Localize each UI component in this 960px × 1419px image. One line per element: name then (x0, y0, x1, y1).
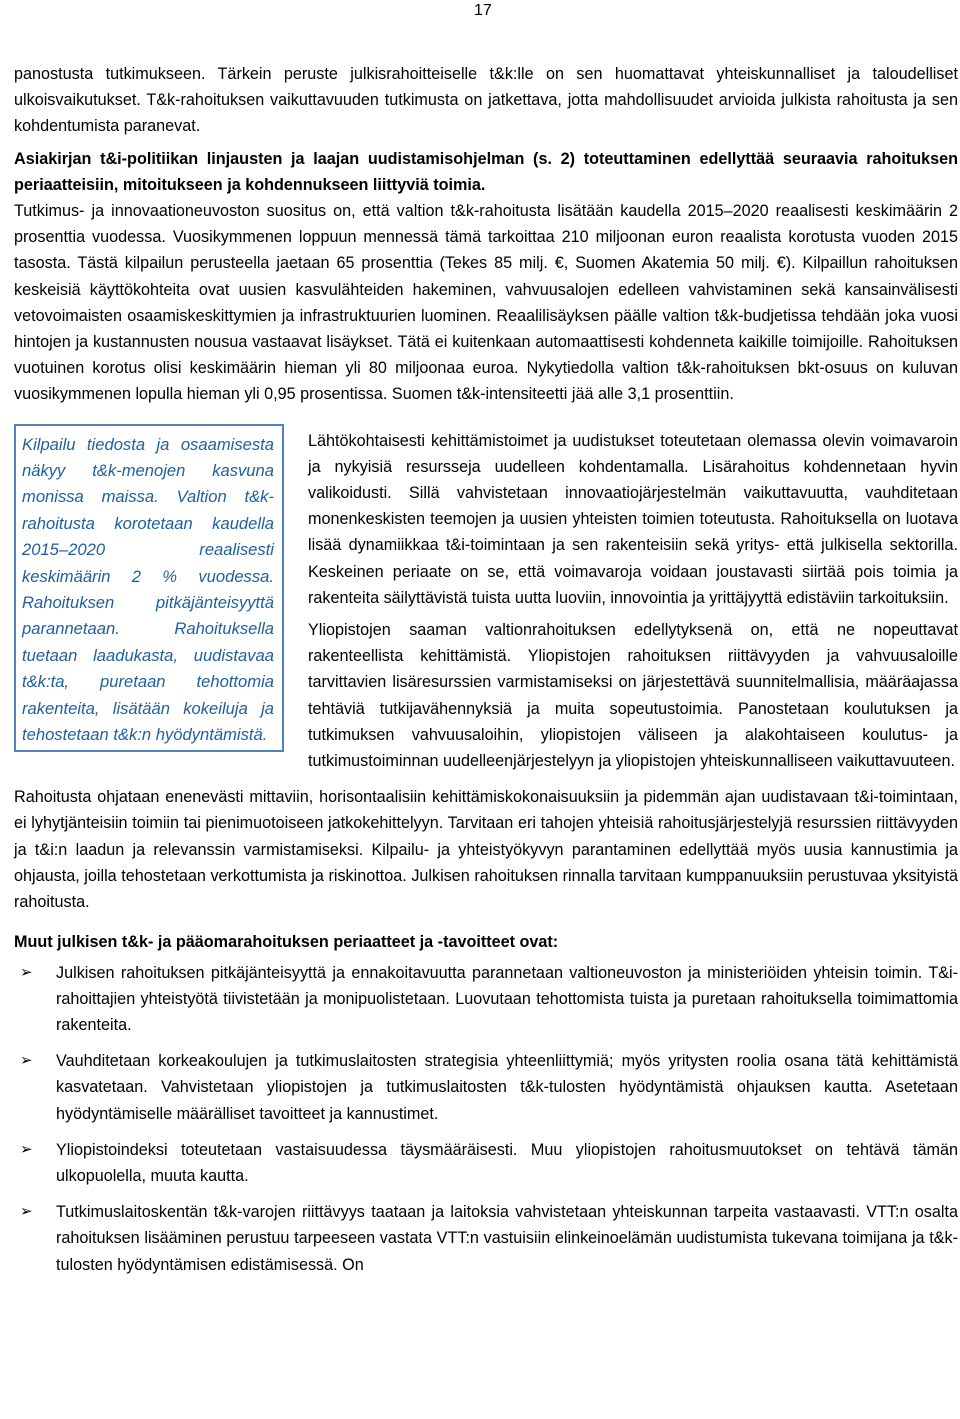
page-number: 17 (474, 2, 492, 19)
principles-list (14, 960, 958, 1278)
list-item-text: Tutkimuslaitoskentän t&k-varojen riittävyys taataan ja laitoksia vahvistetaan yhteiskunnan tarpeita vastaavasti. VTT:n osalta rahoituksen lisääminen perustuu tarpeeseen vastata VTT:n vastuisiin elinkeinoelämän uudistumista tukevana toimijana ja t&k-tulosten hyödyntämisen edistämisessä. On (56, 1203, 958, 1274)
paragraph-intro: panostusta tutkimukseen. Tärkein peruste julkisrahoitteiselle t&k:lle on sen huomattavat yhteiskunnalliset ja taloudelliset ulkoisvaikutukset. T&k-rahoituksen vaikuttavuuden tutkimusta on jatkettava, jotta mahdollisuudet arvioida julkista rahoitusta ja sen kohdentumista paranevat. (14, 65, 958, 136)
paragraph-funding-direction: Rahoitusta ohjataan enenevästi mittaviin, horisontaalisiin kehittämiskokonaisuuksiin ja pidemmän ajan uudistavaan t&i-toimintaan, ei lyhytjänteisiin toimiin tai pienimuotoiseen jatkokehittelyyn. Tarvitaan eri tahojen yhteisiä rahoitusjärjestelyjä resurssien riittävyyden ja t&i:n laadun ja relevanssin varmistamiseksi. Kilpailu- ja yhteistyökyvyn parantaminen edellyttää myös uusia kannustimia ja ohjausta, joilla tehostetaan verkottumista ja riskinottoa. Julkisen rahoituksen rinnalla tarvitaan kumppanuuksiin perustuvaa yksityistä rahoitusta. (14, 788, 958, 912)
paragraph-development-measures: Lähtökohtaisesti kehittämistoimet ja uudistukset toteutetaan olemassa olevin voimavaroin ja nykyisiä resursseja uudelleen kohdentamalla. Lisärahoitus kohdennetaan hyvin valikoidusti. Sillä vahvistetaan innovaatiojärjestelmän vaikuttavuutta, vauhditetaan monenkeskisten teemojen ja uusien yhteisten toimien toteutusta. Rahoituksella on luotava lisää dynamiikkaa t&i-toimintaan ja sen rakenteisiin sekä yritys- että julkisella sektorilla. Keskeinen periaate on se, että voimavaroja voidaan joustavasti siirtää pois toimia ja rakenteita säilyttävistä tuista uutta luoviin, innovointia ja yrittäjyyttä edistäviin tarkoituksiin. (308, 431, 958, 607)
list-item (14, 960, 958, 1039)
page-content (14, 61, 958, 1288)
list-item (14, 1137, 958, 1189)
list-item (14, 1048, 958, 1127)
arrow-bullet-icon: ➢ (20, 1140, 33, 1158)
list-item-text: Yliopistoindeksi toteutetaan vastaisuudessa täysmääräisesti. Muu yliopistojen rahoitusmuutokset on tehtävä tämän ulkopuolella, muuta kautta. (56, 1140, 958, 1185)
highlight-box (14, 424, 284, 752)
section-subheading: Muut julkisen t&k- ja pääomarahoituksen periaatteet ja -tavoitteet ovat: (14, 933, 559, 952)
list-item-text: Julkisen rahoituksen pitkäjänteisyyttä ja ennakoitavuutta parannetaan valtioneuvoston ja ministeriöiden yhteisin toimin. T&i-rahoittajien yhteistyötä tiivistetään ja monipuolistetaan. Luovutaan tehottomista tuista ja puretaan rahoituksella toimimattomia rakenteita. (56, 963, 958, 1034)
highlight-box-text: Kilpailu tiedosta ja osaamisesta näkyy t&k-menojen kasvuna monissa maissa. Valtion t&k-rahoitusta korotetaan kaudella 2015–2020 reaalisesti keskimäärin 2 % vuodessa. Rahoituksen pitkäjänteisyyttä parannetaan. Rahoituksella tuetaan laadukasta, uudistavaa t&k:ta, puretaan tehottomia rakenteita, lisätään kokeiluja ja tehostetaan t&k:n hyödyntämistä. (22, 434, 274, 745)
paragraph-university-funding: Yliopistojen saaman valtionrahoituksen edellytyksenä on, että ne nopeuttavat rakenteellista kehittämistä. Yliopistojen rahoituksen riittävyyden ja vahvuusaloille tarvittavien lisäresurssien varmistamiseksi on järjestettävä suunnitelmallisia, määräajassa tehtäviä tutkijavähennyksiä ja muita sopeutustoimia. Panostetaan koulutuksen ja tutkimuksen vahvuusaloihin, yliopistojen väliseen ja alakohtaiseen koulutus- ja tutkimustoiminnan uudelleenjärjestelyyn ja yliopistojen yhteiskunnalliseen vaikuttavuuteen. (308, 621, 958, 771)
paragraph-policy-lead: Asiakirjan t&i-politiikan linjausten ja laajan uudistamisohjelman (s. 2) toteuttaminen edellyttää seuraavia rahoituksen periaatteisiin, mitoitukseen ja kohdennukseen liittyviä toimia. (14, 149, 958, 194)
list-item (14, 1199, 958, 1278)
arrow-bullet-icon: ➢ (20, 1203, 33, 1221)
arrow-bullet-icon: ➢ (20, 963, 33, 981)
paragraph-funding-recommendation: Tutkimus- ja innovaationeuvoston suositus on, että valtion t&k-rahoitusta lisätään kaudella 2015–2020 reaalisesti keskimäärin 2 prosenttia vuodessa. Vuosikymmenen loppuun mennessä tämä tarkoittaa 210 miljoonan euron reaalista korotusta vuoden 2015 tasosta. Tästä kilpailun perusteella jaetaan 65 prosenttia (Tekes 85 milj. €, Suomen Akatemia 50 milj. €). Kilpaillun rahoituksen keskeisiä käyttökohteita ovat uusien kasvulähteiden hakeminen, vahvuusalojen edelleen vahvistaminen sekä kansainvälisesti vetovoimaisten osaamiskeskittymien ja infrastruktuurien luominen. Reaalilisäyksen päälle valtion t&k-budjetissa tehdään joka vuosi hintojen ja kustannusten nousua vastaavat lisäykset. Tätä ei kuitenkaan automaattisesti kohdenneta kaikille toimijoille. Rahoituksen vuotuinen korotus olisi keskimäärin hieman yli 80 miljoonaa euroa. Nykytiedolla valtion t&k-rahoituksen bkt-osuus on kuluvan vuosikymmenen lopulla hieman yli 0,95 prosentissa. Suomen t&k-intensiteetti jää alle 3,1 prosenttiin. (14, 202, 958, 404)
arrow-bullet-icon: ➢ (20, 1052, 33, 1070)
list-item-text: Vauhditetaan korkeakoulujen ja tutkimuslaitosten strategisia yhteenliittymiä; myös yritysten roolia osana tätä kehittämistä kasvatetaan. Vahvistetaan yliopistojen ja tutkimuslaitosten t&k-tulosten hyödyntämistä ohjauksen kautta. Asetetaan hyödyntämiselle määrälliset tavoitteet ja kannustimet. (56, 1052, 958, 1123)
